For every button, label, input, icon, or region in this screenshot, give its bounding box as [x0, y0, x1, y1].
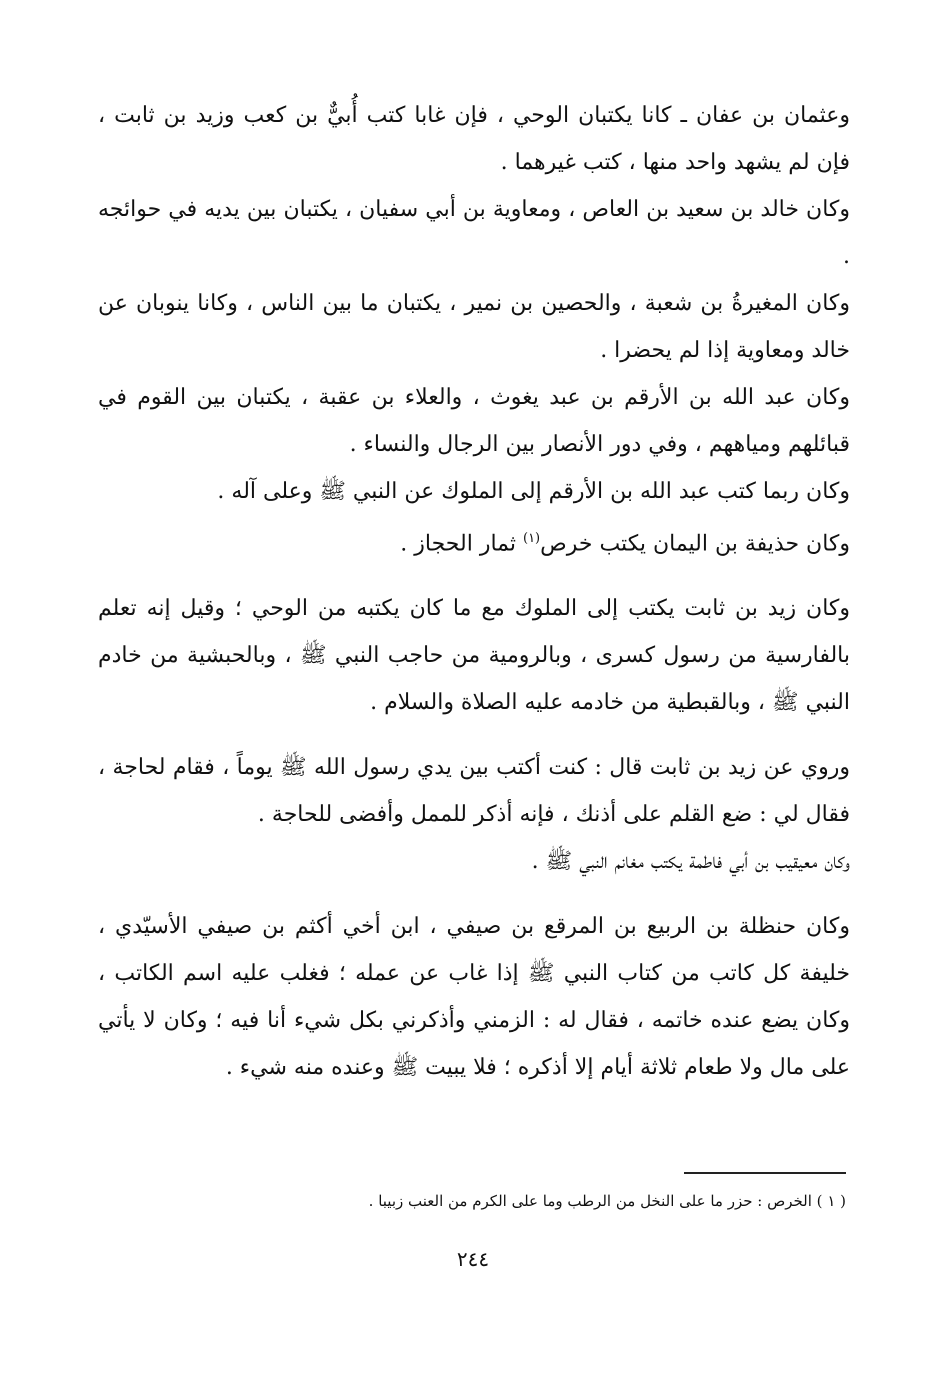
hudhayfa-text-end: ثمار الحجاز .	[400, 531, 523, 557]
hudhayfa-text-start: وكان حذيفة بن اليمان يكتب خرص	[540, 531, 850, 557]
paragraph-5: وكان ربما كتب عبد الله بن الأرقم إلى الملوك عن النبي ﷺ وعلى آله .	[217, 479, 850, 504]
footnote: ( ١ ) الخرص : حزر ما على النخل من الرطب وما على الكرم من العنب زبيبا .	[368, 1192, 846, 1210]
paragraph-hudhayfa	[98, 515, 850, 567]
paragraph-4: وكان عبد الله بن الأرقم بن عبد يغوث ، والعلاء بن عقبة ، يكتبان بين القوم في قبائلهم ومياههم ، وفي دور الأنصار بين الرجال والنساء .	[98, 385, 850, 457]
paragraph-8: وكان معيقيب بن أبي فاطمة يكتب مغانم النبي ﷺ .	[531, 849, 850, 875]
paragraph-3: وكان المغيرةُ بن شعبة ، والحصين بن نمير ، يكتبان ما بين الناس ، وكانا ينوبان عن خالد ومعاوية إذا لم يحضرا .	[98, 291, 850, 363]
footnote-separator	[684, 1172, 846, 1174]
paragraph-9: وكان حنظلة بن الربيع بن المرقع بن صيفي ، ابن أخي أكثم بن صيفي الأسيّدي ، خليفة كل كاتب من كتاب النبي ﷺ إذا غاب عن عمله ؛ فغلب عليه اسم الكاتب ، وكان يضع عنده خاتمه ، فقال له : الزمني وأذكرني بكل شيء أنا فيه ؛ وكان لا يأتي على مال ولا طعام ثلاثة أيام إلا أذكره ؛ فلا يبيت ﷺ وعنده منه شيء .	[98, 914, 850, 1081]
paragraph-6: وكان زيد بن ثابت يكتب إلى الملوك مع ما كان يكتبه من الوحي ؛ وقيل إنه تعلم بالفارسية من رسول كسرى ، وبالرومية من حاجب النبي ﷺ ، وبالحبشية من خادم النبي ﷺ ، وبالقبطية من خادمه عليه الصلاة والسلام .	[98, 596, 850, 716]
body-text	[98, 92, 850, 1091]
footnote-marker: (١)	[522, 531, 541, 546]
page-number: ٢٤٤	[456, 1247, 490, 1271]
paragraph-2: وكان خالد بن سعيد بن العاص ، ومعاوية بن أبي سفيان ، يكتبان بين يديه في حوائجه .	[98, 197, 850, 269]
paragraph-1: وعثمان بن عفان ـ كانا يكتبان الوحي ، فإن غابا كتب أُبيٌّ بن كعب وزيد بن ثابت ، فإن لم يشهد واحد منها ، كتب غيرهما .	[98, 103, 850, 175]
paragraph-7: وروي عن زيد بن ثابت قال : كنت أكتب بين يدي رسول الله ﷺ يوماً ، فقام لحاجة ، فقال لي : ضع القلم على أذنك ، فإنه أذكر للممل وأفضى للحاجة .	[98, 755, 850, 828]
